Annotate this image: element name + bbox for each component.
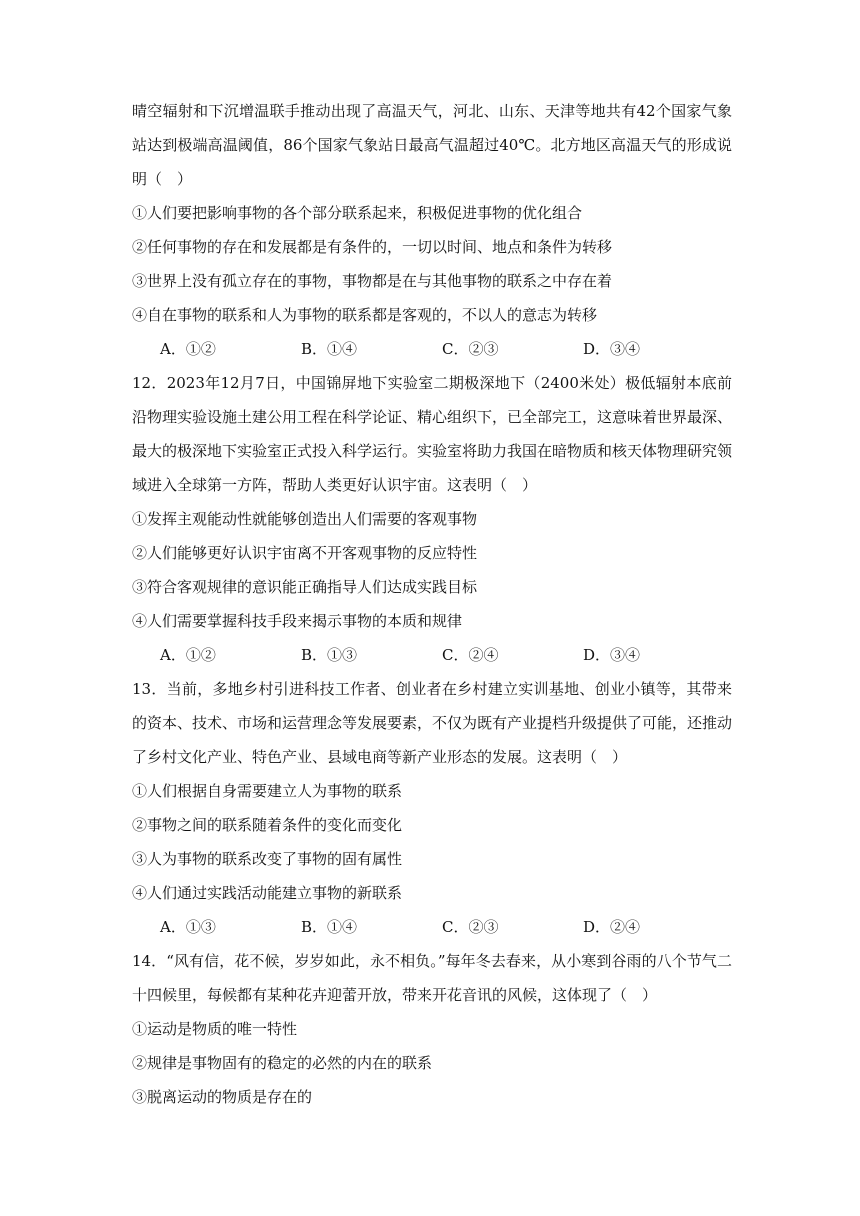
q14-stem: 14．“风有信，花不候，岁岁如此，永不相负。”每年冬去春来，从小寒到谷雨的八个节气二十四候里，每候都有某种花卉迎蕾开放，带来开花音讯的风候，这体现了（ ） bbox=[132, 952, 732, 1004]
q11-statement-2: ②任何事物的存在和发展都是有条件的，一切以时间、地点和条件为转移 bbox=[132, 238, 613, 256]
q12-statement-1: ①发挥主观能动性就能够创造出人们需要的客观事物 bbox=[132, 510, 478, 528]
q11-option-d: D．③④ bbox=[583, 340, 641, 358]
q12-option-c: C．②④ bbox=[442, 646, 499, 664]
q14-statement-3: ③脱离运动的物质是存在的 bbox=[132, 1088, 313, 1106]
q13-option-a: A．①③ bbox=[160, 918, 216, 936]
q12-options bbox=[132, 638, 732, 672]
q13-stem: 13．当前，多地乡村引进科技工作者、创业者在乡村建立实训基地、创业小镇等，其带来的资本、技术、市场和运营理念等发展要素，不仅为既有产业提档升级提供了可能，还推动了乡村文化产业、特色产业、县域电商等新产业形态的发展。这表明（ ） bbox=[132, 680, 733, 766]
q13-statement-1: ①人们根据自身需要建立人为事物的联系 bbox=[132, 782, 403, 800]
q11-stem: 晴空辐射和下沉增温联手推动出现了高温天气，河北、山东、天津等地共有42个国家气象站达到极端高温阈值，86个国家气象站日最高气温超过40℃。北方地区高温天气的形成说明（ ） bbox=[132, 102, 732, 188]
q13-option-d: D．②④ bbox=[583, 918, 641, 936]
q12-stem: 12．2023年12月7日，中国锦屏地下实验室二期极深地下（2400米处）极低辐射本底前沿物理实验设施土建公用工程在科学论证、精心组织下，已全部完工，这意味着世界最深、最大的极深地下实验室正式投入科学运行。实验室将助力我国在暗物质和核天体物理研究领域进入全球第一方阵，帮助人类更好认识宇宙。这表明（ ） bbox=[132, 374, 733, 494]
q13-option-b: B．①④ bbox=[301, 918, 358, 936]
q14-statement-2: ②规律是事物固有的稳定的必然的内在的联系 bbox=[132, 1054, 433, 1072]
q12-option-d: D．③④ bbox=[583, 646, 641, 664]
q14-statement-1: ①运动是物质的唯一特性 bbox=[132, 1020, 298, 1038]
q13-statement-3: ③人为事物的联系改变了事物的固有属性 bbox=[132, 850, 403, 868]
q13-options bbox=[132, 910, 732, 944]
q11-option-b: B．①④ bbox=[301, 340, 358, 358]
q11-option-c: C．②③ bbox=[442, 340, 499, 358]
q11-statement-1: ①人们要把影响事物的各个部分联系起来，积极促进事物的优化组合 bbox=[132, 204, 583, 222]
q13-option-c: C．②③ bbox=[442, 918, 499, 936]
q11-options bbox=[132, 332, 732, 366]
q13-statement-4: ④人们通过实践活动能建立事物的新联系 bbox=[132, 884, 403, 902]
q13-statement-2: ②事物之间的联系随着条件的变化而变化 bbox=[132, 816, 403, 834]
q12-option-b: B．①③ bbox=[301, 646, 358, 664]
q11-statement-4: ④自在事物的联系和人为事物的联系都是客观的，不以人的意志为转移 bbox=[132, 306, 598, 324]
q12-statement-3: ③符合客观规律的意识能正确指导人们达成实践目标 bbox=[132, 578, 478, 596]
q12-statement-2: ②人们能够更好认识宇宙离不开客观事物的反应特性 bbox=[132, 544, 478, 562]
q12-option-a: A．①② bbox=[160, 646, 216, 664]
q11-statement-3: ③世界上没有孤立存在的事物，事物都是在与其他事物的联系之中存在着 bbox=[132, 272, 613, 290]
q12-statement-4: ④人们需要掌握科技手段来揭示事物的本质和规律 bbox=[132, 612, 463, 630]
q11-option-a: A．①② bbox=[160, 340, 216, 358]
